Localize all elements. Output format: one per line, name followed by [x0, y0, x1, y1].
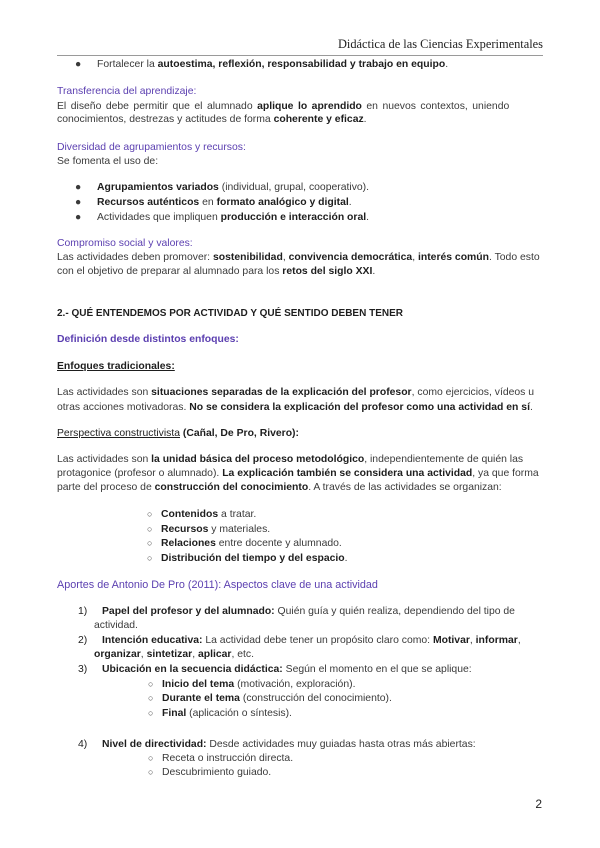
list-item: ● Fortalecer la autoestima, reflexión, responsabilidad y trabajo en equipo.: [75, 59, 449, 70]
numbered-item: 1) Papel del profesor y del alumnado: Quién guía y quién realiza, dependiendo del tipo de: [78, 606, 515, 617]
list-item: ○ Recursos y materiales.: [147, 524, 271, 535]
list-item: ○ Relaciones entre docente y alumnado.: [147, 538, 342, 549]
list-item: ● Actividades que impliquen producción e interacción oral.: [75, 212, 369, 223]
page-header-title: Didáctica de las Ciencias Experimentales: [337, 37, 543, 51]
circle-bullet-icon: ○: [147, 524, 153, 534]
page-number: 2: [535, 797, 542, 811]
section-heading-diversity: Diversidad de agrupamientos y recursos:: [57, 142, 246, 153]
subheading-traditional: Enfoques tradicionales:: [57, 361, 175, 372]
list-item: ○ Durante el tema (construcción del conocimiento).: [148, 693, 392, 704]
numbered-item: 3) Ubicación en la secuencia didáctica: Según el momento en el que se aplique:: [78, 664, 472, 675]
paragraph-line: con el objetivo de preparar al alumnado para los retos del siglo XXI.: [57, 266, 376, 277]
subheading-constructivist: Perspectiva constructivista (Cañal, De Pro, Rivero):: [57, 428, 299, 439]
circle-bullet-icon: ○: [148, 708, 154, 718]
section-heading-depro: Aportes de Antonio De Pro (2011): Aspectos clave de una actividad: [57, 579, 378, 591]
numbered-item: 4) Nivel de directividad: Desde actividades muy guiadas hasta otras más abiertas:: [78, 739, 476, 750]
section-heading-transfer: Transferencia del aprendizaje:: [57, 86, 197, 97]
list-item: ○ Inicio del tema (motivación, exploración).: [148, 679, 356, 690]
section-title: 2.- QUÉ ENTENDEMOS POR ACTIVIDAD Y QUÉ SENTIDO DEBEN TENER: [57, 308, 403, 319]
numbered-item-continuation: organizar, sintetizar, aplicar, etc.: [94, 649, 255, 660]
list-item: ○ Final (aplicación o síntesis).: [148, 708, 292, 719]
list-item: ● Agrupamientos variados (individual, grupal, cooperativo).: [75, 182, 370, 193]
section-heading-definition: Definición desde distintos enfoques:: [57, 334, 239, 345]
circle-bullet-icon: ○: [148, 693, 154, 703]
paragraph-line: Las actividades deben promover: sostenibilidad, convivencia democrática, interés común. Todo esto: [57, 252, 540, 263]
paragraph-line: El diseño debe permitir que el alumnado aplique lo aprendido en nuevos contextos, uniendo: [57, 101, 510, 112]
paragraph-line: parte del proceso de construcción del conocimiento. A través de las actividades se organizan:: [57, 482, 502, 493]
paragraph-line: Se fomenta el uso de:: [57, 156, 159, 167]
circle-bullet-icon: ○: [148, 679, 154, 689]
circle-bullet-icon: ○: [147, 509, 153, 519]
section-heading-commitment: Compromiso social y valores:: [57, 238, 193, 249]
list-item: ○ Receta o instrucción directa.: [148, 753, 294, 764]
paragraph-line: conocimientos, destrezas y actitudes de forma coherente y eficaz.: [57, 114, 367, 125]
list-item: ○ Contenidos a tratar.: [147, 509, 257, 520]
paragraph-line: Las actividades son situaciones separadas de la explicación del profesor, como ejercicios, vídeos u: [57, 387, 535, 398]
bullet-icon: ●: [75, 59, 82, 70]
circle-bullet-icon: ○: [148, 767, 154, 777]
paragraph-line: Las actividades son la unidad básica del proceso metodológico, independientemente de quién las: [57, 454, 524, 465]
paragraph-line: protagonice (profesor o alumnado). La explicación también se considera una actividad, ya que forma: [57, 468, 539, 479]
numbered-item-continuation: actividad.: [94, 620, 138, 631]
list-item: ○ Distribución del tiempo y del espacio.: [147, 553, 348, 564]
list-item: ○ Descubrimiento guiado.: [148, 767, 272, 778]
bullet-icon: ●: [75, 212, 82, 223]
numbered-item: 2) Intención educativa: La actividad debe tener un propósito claro como: Motivar, informar,: [78, 635, 521, 646]
bullet-icon: ●: [75, 182, 82, 193]
paragraph-line: otras acciones motivadoras. No se considera la explicación del profesor como una actividad en sí.: [57, 402, 533, 413]
bullet-icon: ●: [75, 197, 82, 208]
circle-bullet-icon: ○: [147, 553, 153, 563]
list-item: ● Recursos auténticos en formato analógico y digital.: [75, 197, 352, 208]
header-rule: [57, 55, 543, 56]
circle-bullet-icon: ○: [148, 753, 154, 763]
circle-bullet-icon: ○: [147, 538, 153, 548]
